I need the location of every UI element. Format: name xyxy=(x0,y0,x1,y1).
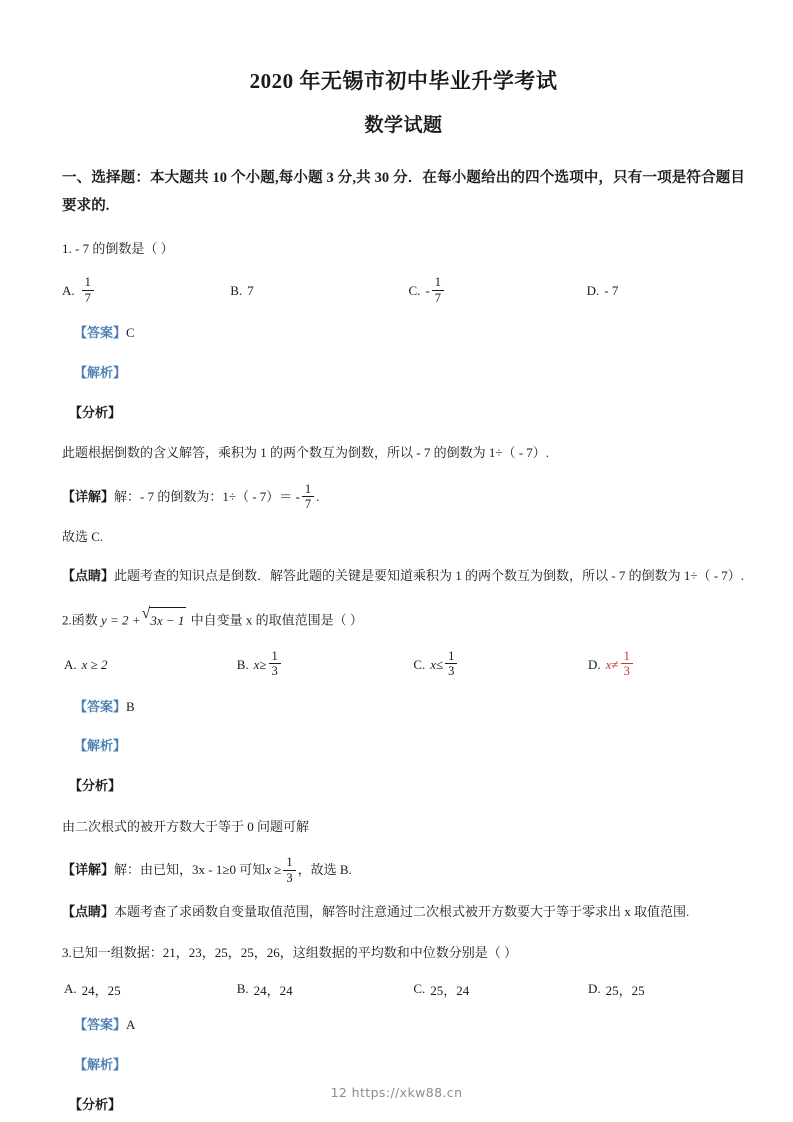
option-3-B-label: B. xyxy=(236,981,249,997)
option-2-A-value: x ≥ 2 xyxy=(81,656,108,672)
question-2-jiexi-tag xyxy=(62,734,745,759)
question-2-number: 2. xyxy=(62,612,72,628)
question-2-dianjing xyxy=(62,900,745,925)
question-2-xiangjie xyxy=(62,855,745,886)
dianjing-tag: 【点睛】 xyxy=(62,568,115,584)
fenxi-tag: 【分析】 xyxy=(69,777,122,793)
question-1-xiangjie-fraction: $\frac{1}{7}$ xyxy=(302,483,314,512)
option-3-C[interactable] xyxy=(413,980,588,999)
option-2-C-label: C. xyxy=(413,656,426,672)
option-2-B-relation: ≥ xyxy=(259,656,267,672)
option-3-C-label: C. xyxy=(413,981,426,997)
question-2-formula-pre: y = 2 + xyxy=(101,612,141,628)
xiangjie-tag: 【详解】 xyxy=(62,862,115,878)
option-2-A-label: A. xyxy=(64,656,77,672)
option-1-A-value: $\frac{1}{7}$ xyxy=(82,276,94,305)
option-1-C-sign: - xyxy=(425,283,430,299)
question-2-options xyxy=(62,648,745,682)
page-footer: 12 https://xkw88.cn xyxy=(330,1085,463,1100)
option-2-D-var: x xyxy=(605,656,612,672)
question-2-fenxi-text: 由二次根式的被开方数大于等于 0 问题可解 xyxy=(62,818,310,834)
option-2-C[interactable] xyxy=(413,650,588,679)
answer-tag: 【答案】 xyxy=(74,325,127,341)
option-2-D-fraction: $\frac{1}{3}$ xyxy=(621,650,633,679)
jiexi-tag: 【解析】 xyxy=(74,738,127,754)
option-3-D[interactable] xyxy=(588,980,745,999)
question-1-dianjing-text: 此题考查的知识点是倒数．解答此题的关键是要知道乘积为 1 的两个数互为倒数，所以 - 7 的倒数为 1÷（ - 7）. xyxy=(114,568,745,584)
option-3-D-value: 25，25 xyxy=(605,982,645,998)
question-block-2 xyxy=(62,604,745,925)
option-3-A-value: 24，25 xyxy=(81,982,121,998)
question-2-fenxi-tag xyxy=(62,774,745,799)
question-3-jiexi-tag xyxy=(62,1053,745,1078)
option-2-C-var: x xyxy=(430,656,437,672)
question-1-text: - 7 的倒数是（ ） xyxy=(75,240,174,256)
question-3-number: 3. xyxy=(62,944,72,960)
question-3-answer-value: A xyxy=(126,1017,136,1033)
option-2-B-fraction: $\frac{1}{3}$ xyxy=(269,650,281,679)
question-1-fenxi-tag xyxy=(62,401,745,426)
jiexi-tag: 【解析】 xyxy=(74,1056,127,1072)
fenxi-tag: 【分析】 xyxy=(69,1096,122,1112)
option-1-C[interactable] xyxy=(408,277,586,306)
option-1-D-label: D. xyxy=(586,283,600,299)
option-3-D-label: D. xyxy=(588,981,601,997)
question-3-answer-line xyxy=(62,1013,745,1038)
question-1-xiangjie xyxy=(62,482,745,513)
option-2-B-var: x xyxy=(253,656,260,672)
option-1-A-label: A. xyxy=(62,283,75,299)
option-2-A[interactable] xyxy=(62,657,237,673)
option-1-A[interactable] xyxy=(62,277,230,306)
question-1-stem xyxy=(62,237,745,262)
answer-tag: 【答案】 xyxy=(74,698,127,714)
option-3-C-value: 25，24 xyxy=(430,982,470,998)
option-1-C-label: C. xyxy=(408,283,421,299)
option-2-B-label: B. xyxy=(236,656,249,672)
question-1-xiangjie-post: . xyxy=(316,488,320,504)
option-2-B[interactable] xyxy=(237,650,414,679)
option-3-B-value: 24，24 xyxy=(253,982,293,998)
question-2-answer-line xyxy=(62,695,745,720)
option-2-D-relation: ≠ xyxy=(611,656,619,672)
dianjing-tag: 【点睛】 xyxy=(62,903,115,919)
option-1-B-value: 7 xyxy=(247,283,254,299)
question-2-xiangjie-pre: 解：由已知，3x - 1≥0 可知 xyxy=(114,862,266,878)
option-3-A[interactable] xyxy=(62,980,237,999)
option-3-B[interactable] xyxy=(237,980,414,999)
option-2-C-fraction: $\frac{1}{3}$ xyxy=(445,650,457,679)
question-2-text-post: 中自变量 x 的取值范围是（ ） xyxy=(187,612,363,628)
option-3-A-label: A. xyxy=(64,981,77,997)
question-2-xiangjie-var: x ≥ xyxy=(265,862,282,878)
page-subtitle: 数学试题 xyxy=(364,114,443,136)
question-3-stem xyxy=(62,941,745,966)
question-1-dianjing xyxy=(62,564,745,589)
question-2-xiangjie-fraction: $\frac{1}{3}$ xyxy=(283,856,295,885)
question-1-options xyxy=(62,274,745,308)
question-2-stem xyxy=(62,604,745,635)
question-2-dianjing-text: 本题考查了求函数自变量取值范围，解答时注意通过二次根式被开方数要大于等于零求出 x 取值范围. xyxy=(114,903,690,919)
question-2-answer-value: B xyxy=(126,698,135,714)
option-1-D-value: - 7 xyxy=(604,283,619,299)
jiexi-tag: 【解析】 xyxy=(74,364,127,380)
option-1-C-value: $\frac{1}{7}$ xyxy=(432,276,444,305)
option-2-C-relation: ≤ xyxy=(436,656,444,672)
question-1-xiangjie-pre: 解：- 7 的倒数为：1÷（ - 7）＝ - xyxy=(114,488,300,504)
page-title: 2020 年无锡市初中毕业升学考试 xyxy=(249,69,558,93)
square-root-icon: √ 3x − 1 xyxy=(142,607,187,634)
question-2-radicand: 3x − 1 xyxy=(149,607,186,634)
question-block-1 xyxy=(62,237,745,589)
xiangjie-tag: 【详解】 xyxy=(62,488,115,504)
option-1-B-label: B. xyxy=(230,283,243,299)
option-1-B[interactable] xyxy=(230,283,408,299)
fenxi-tag: 【分析】 xyxy=(69,404,122,420)
question-1-fenxi-text: 此题根据倒数的含义解答，乘积为 1 的两个数互为倒数，所以 - 7 的倒数为 1÷（ - 7）. xyxy=(62,445,550,461)
question-1-conclusion: 故选 C. xyxy=(62,529,104,545)
question-1-answer-value: C xyxy=(126,325,135,341)
answer-tag: 【答案】 xyxy=(74,1017,127,1033)
question-1-answer-line xyxy=(62,321,745,346)
option-2-D-label: D. xyxy=(588,656,601,672)
option-1-D[interactable] xyxy=(587,283,745,299)
question-2-xiangjie-post: ，故选 B. xyxy=(297,862,352,878)
option-2-D[interactable] xyxy=(588,650,745,679)
question-2-text-pre: 函数 xyxy=(71,612,102,628)
question-1-jiexi-tag xyxy=(62,361,745,386)
section-instruction: 一、选择题：本大题共 10 个小题,每小题 3 分,共 30 分．在每小题给出的四个选项中，只有一项是符合题目要求的. xyxy=(62,170,745,215)
question-1-number: 1. xyxy=(62,240,72,256)
question-3-options xyxy=(62,978,745,1000)
question-3-text: 已知一组数据：21，23，25，25，26，这组数据的平均数和中位数分别是（ ） xyxy=(71,944,518,960)
